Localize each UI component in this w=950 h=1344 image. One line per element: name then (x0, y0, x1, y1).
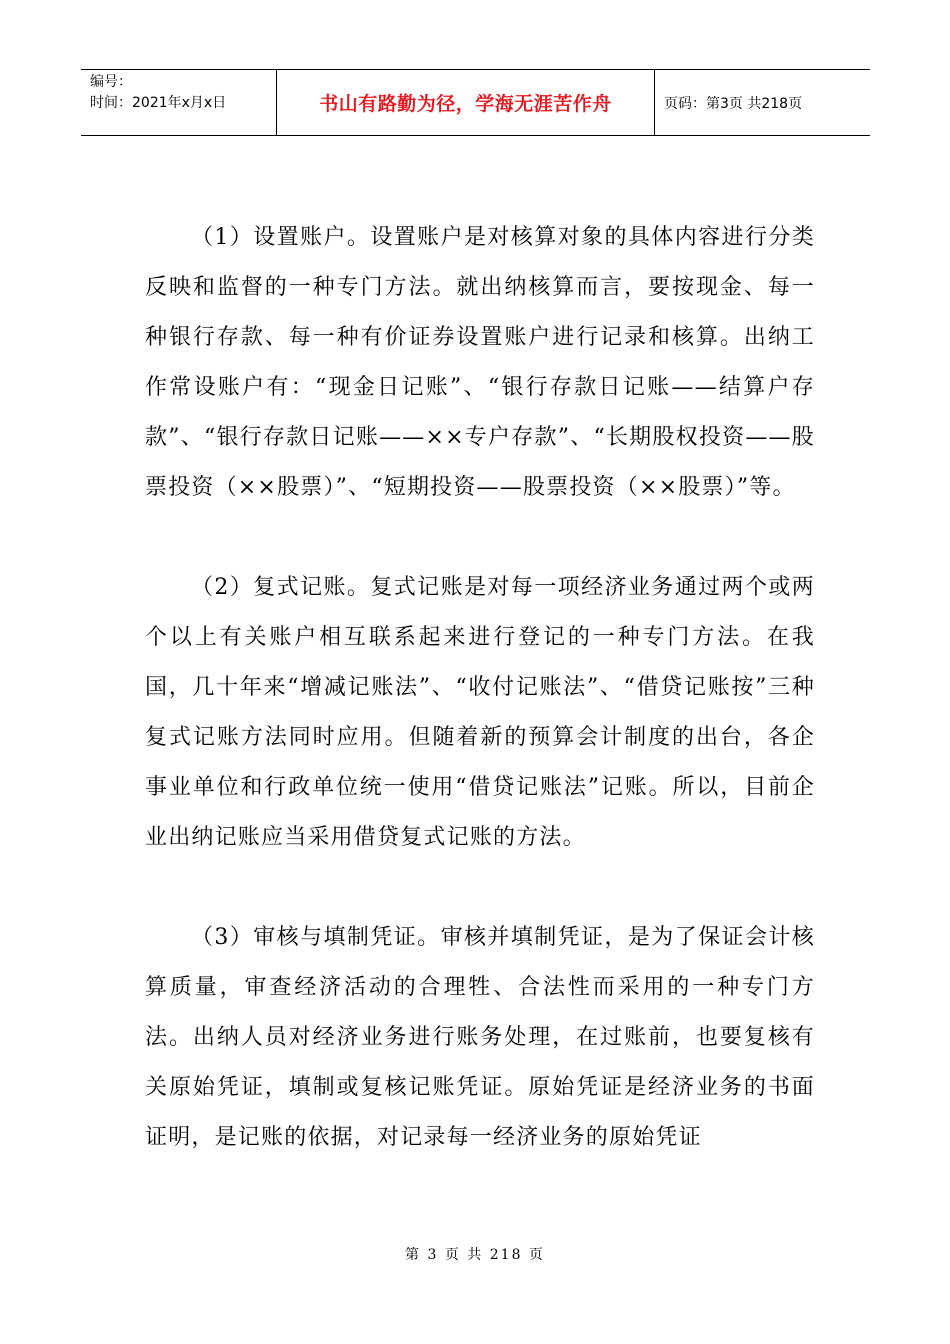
document-body (145, 213, 815, 1163)
page-footer (0, 1244, 950, 1264)
document-date-label: 时间：2021年x月x日 (90, 95, 227, 111)
header-page-cell (655, 70, 870, 135)
paragraph-vouchers: （3）审核与填制凭证。审核并填制凭证，是为了保证会计核算质量，审查经济活动的合理牲、合法性而采用的一种专门方法。出纳人员对经济业务进行账务处理，在过账前，也要复核有关原始凭证，填制或复核记账凭证。原始凭证是经济业务的书面证明，是记账的依据，对记录每一经济业务的原始凭证 (145, 925, 815, 1150)
header-page-info: 页码：第3页 共218页 (664, 95, 803, 112)
footer-page-number: 第 3 页 共 218 页 (405, 1247, 545, 1263)
paragraph-double-entry: （2）复式记账。复式记账是对每一项经济业务通过两个或两个以上有关账户相互联系起来进行登记的一种专门方法。在我国，几十年来“增减记账法”、“收付记账法”、“借贷记账按”三种复式记账方法同时应用。但随着新的预算会计制度的出台，各企事业单位和行政单位统一使用“借贷记账法”记账。所以，目前企业出纳记账应当采用借贷复式记账的方法。 (145, 575, 815, 850)
header-motto: 书山有路勤为径，学海无涯苦作舟 (319, 93, 612, 115)
document-header (81, 69, 870, 136)
header-motto-cell (277, 70, 655, 135)
header-meta-cell (81, 70, 277, 135)
document-number-label: 编号： (90, 74, 132, 90)
paragraph-setup-accounts: （1）设置账户。设置账户是对核算对象的具体内容进行分类反映和监督的一种专门方法。就出纳核算而言，要按现金、每一种银行存款、每一种有价证券设置账户进行记录和核算。出纳工作常设账户有：“现金日记账”、“银行存款日记账——结算户存款”、“银行存款日记账——××专户存款”、“长期股权投资——股票投资（××股票）”、“短期投资——股票投资（××股票）”等。 (145, 225, 815, 500)
